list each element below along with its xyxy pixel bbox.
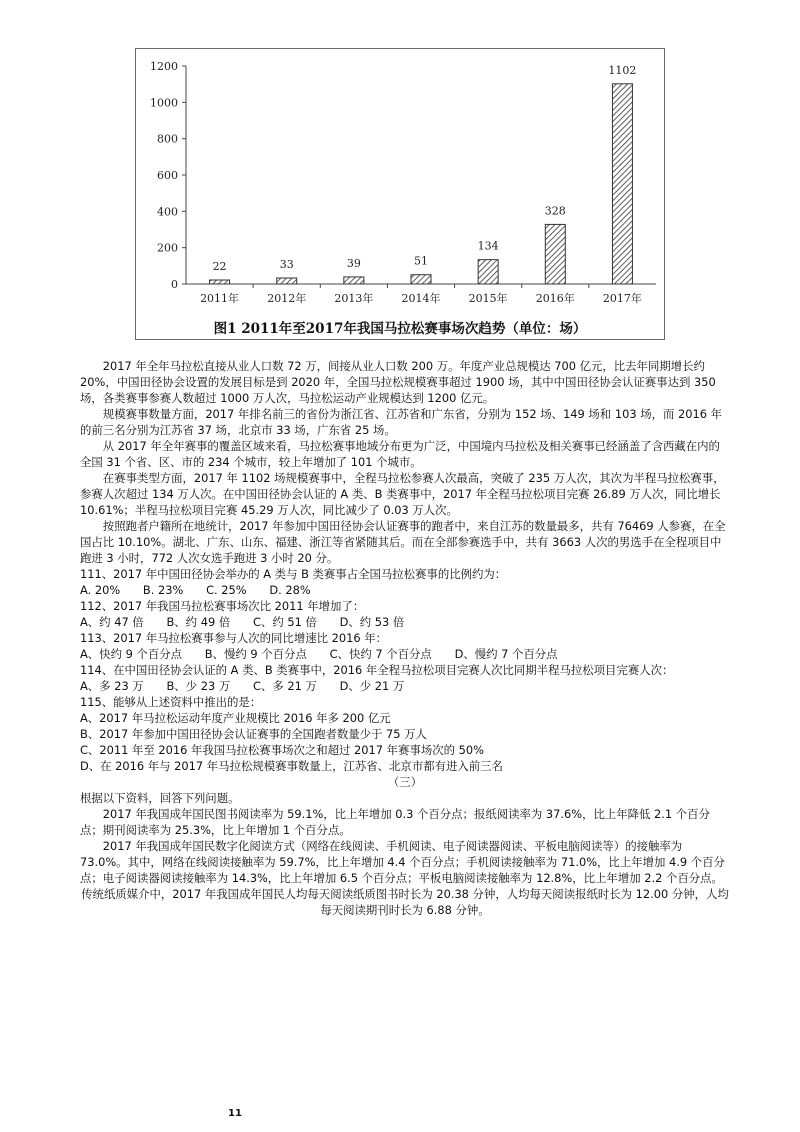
- bar-chart: [136, 49, 664, 339]
- x-tick-label: 2017年: [602, 292, 642, 305]
- question-114-stem: 114、在中国田径协会认证的 A 类、B 类赛事中，2016 年全程马拉松项目完赛人次比同期半程马拉松项目完赛人次：: [80, 663, 674, 677]
- paragraph-coverage: 从 2017 年全年赛事的覆盖区域来看，马拉松赛事地域分布更为广泛，中国境内马拉松及相关赛事已经涵盖了含西藏在内的全国 31 个省、区、市的 234 个城市，较上年增加了 101 个城市。: [80, 439, 720, 469]
- chart-container: [135, 48, 665, 340]
- bar: [277, 278, 297, 284]
- bar-data-label: 33: [279, 258, 294, 272]
- bar-data-label: 328: [544, 204, 566, 218]
- question-111-stem: 111、2017 年中国田径协会举办的 A 类与 B 类赛事占全国马拉松赛事的比例约为：: [80, 567, 507, 581]
- chart-title: 图1 2011年至2017年我国马拉松赛事场次趋势（单位：场）: [213, 321, 587, 337]
- question-112-options: A、约 47 倍 B、约 49 倍 C、约 51 倍 D、约 53 倍: [80, 615, 405, 629]
- paragraph-race-types: 在赛事类型方面，2017 年 1102 场规模赛事中，全程马拉松参赛人次最高，突破了 235 万人次，其次为半程马拉松赛事，参赛人次超过 134 万人次。在中国田径协会认证的 A 类、B 类赛事中，2017 年全程马拉松项目完赛 26.89 万人次，同比增长 10.61%；半程马拉松项目完赛 45.29 万人次，同比减少了 0.03 万人次。: [80, 471, 725, 517]
- bar: [545, 224, 565, 284]
- paragraph-provinces: 规模赛事数量方面，2017 年排名前三的省份为浙江省、江苏省和广东省，分别为 152 场、149 场和 103 场，而 2016 年的前三名分别为江苏省 37 场，北京市 33 场，广东省 25 场。: [80, 407, 722, 437]
- bar: [411, 275, 431, 284]
- x-tick-label: 2012年: [267, 292, 307, 305]
- y-tick-label: 1200: [150, 60, 178, 73]
- y-tick-label: 1000: [150, 96, 178, 110]
- y-tick-label: 600: [157, 169, 178, 182]
- paragraph-industry: 2017 年全年马拉松直接从业人口数 72 万，间接从业人口数 200 万。年度产业总规模达 700 亿元，比去年同期增长约 20%，中国田径协会设置的发展目标是到 2020 年，全国马拉松规模赛事超过 1900 场，其中中国田径协会认证赛事达到 350 场，各类赛事参赛人数超过 1000 万人次，马拉松运动产业规模达到 1200 亿元。: [80, 359, 716, 405]
- question-115-stem: 115、能够从上述资料中推出的是：: [80, 695, 262, 709]
- question-112-stem: 112、2017 年我国马拉松赛事场次比 2011 年增加了：: [80, 599, 365, 613]
- y-tick-label: 400: [157, 205, 178, 219]
- y-tick-label: 200: [157, 241, 178, 255]
- bar-data-label: 22: [212, 260, 227, 274]
- x-tick-label: 2014年: [401, 292, 441, 305]
- section-3-intro: 根据以下资料，回答下列问题。: [80, 791, 240, 805]
- bar-data-label: 51: [414, 254, 428, 268]
- section-2-text: [80, 358, 730, 918]
- x-tick-label: 2016年: [535, 292, 575, 305]
- bar: [344, 277, 364, 284]
- question-113-stem: 113、2017 年马拉松赛事参与人次的同比增速比 2016 年：: [80, 631, 388, 645]
- question-115-option-c: C、2011 年至 2016 年我国马拉松赛事场次之和超过 2017 年赛事场次的 50%: [80, 743, 484, 757]
- question-115-option-d: D、在 2016 年与 2017 年马拉松规模赛事数量上，江苏省、北京市都有进入前三名: [80, 759, 503, 773]
- paragraph-reading-rates: 2017 年我国成年国民图书阅读率为 59.1%，比上年增加 0.3 个百分点；报纸阅读率为 37.6%，比上年降低 2.1 个百分点；期刊阅读率为 25.3%，比上年增加 1 个百分点。: [80, 807, 710, 837]
- bar: [210, 280, 230, 284]
- x-tick-label: 2015年: [468, 292, 508, 305]
- paragraph-paper-media: 传统纸质媒介中，2017 年我国成年国民人均每天阅读纸质图书时长为 20.38 分钟，人均每天阅读报纸时长为 12.00 分钟，人均每天阅读期刊时长为 6.88 分钟。: [81, 887, 729, 917]
- page-number: 11: [228, 1108, 242, 1119]
- bar: [478, 260, 498, 284]
- bar-data-label: 39: [346, 256, 361, 270]
- bar-data-label: 1102: [608, 63, 637, 77]
- question-114-options: A、多 23 万 B、少 23 万 C、多 21 万 D、少 21 万: [80, 679, 405, 693]
- section-3-title: （三）: [387, 775, 423, 789]
- question-115-option-a: A、2017 年马拉松运动年度产业规模比 2016 年多 200 亿元: [80, 711, 391, 725]
- bar: [612, 84, 632, 284]
- question-115-option-b: B、2017 年参加中国田径协会认证赛事的全国跑者数量少于 75 万人: [80, 727, 427, 741]
- question-111-options: A. 20% B. 23% C. 25% D. 28%: [80, 583, 311, 597]
- x-tick-label: 2011年: [200, 292, 240, 305]
- bar-data-label: 134: [477, 239, 499, 253]
- paragraph-digital-reading: 2017 年我国成年国民数字化阅读方式（网络在线阅读、手机阅读、电子阅读器阅读、平板电脑阅读等）的接触率为 73.0%。其中，网络在线阅读接触率为 59.7%，比上年增加 4.4 个百分点；手机阅读接触率为 71.0%，比上年增加 4.9 个百分点；电子阅读器阅读接触率为 14.3%，比上年增加 6.5 个百分点；平板电脑阅读接触率为 12.8%，比上年增加 2.2 个百分点。: [80, 839, 725, 885]
- question-113-options: A、快约 9 个百分点 B、慢约 9 个百分点 C、快约 7 个百分点 D、慢约 7 个百分点: [80, 647, 558, 661]
- y-tick-label: 800: [157, 132, 178, 146]
- y-tick-label: 0: [171, 278, 178, 291]
- x-tick-label: 2013年: [334, 292, 374, 305]
- paragraph-runners: 按照跑者户籍所在地统计，2017 年参加中国田径协会认证赛事的跑者中，来自江苏的数量最多，共有 76469 人参赛，在全国占比 10.10%。湖北、广东、山东、福建、浙江等省紧随其后。而在全部参赛选手中，共有 3663 人次的男选手在全程项目中跑进 3 小时，772 人次女选手跑进 3 小时 20 分。: [80, 519, 726, 565]
